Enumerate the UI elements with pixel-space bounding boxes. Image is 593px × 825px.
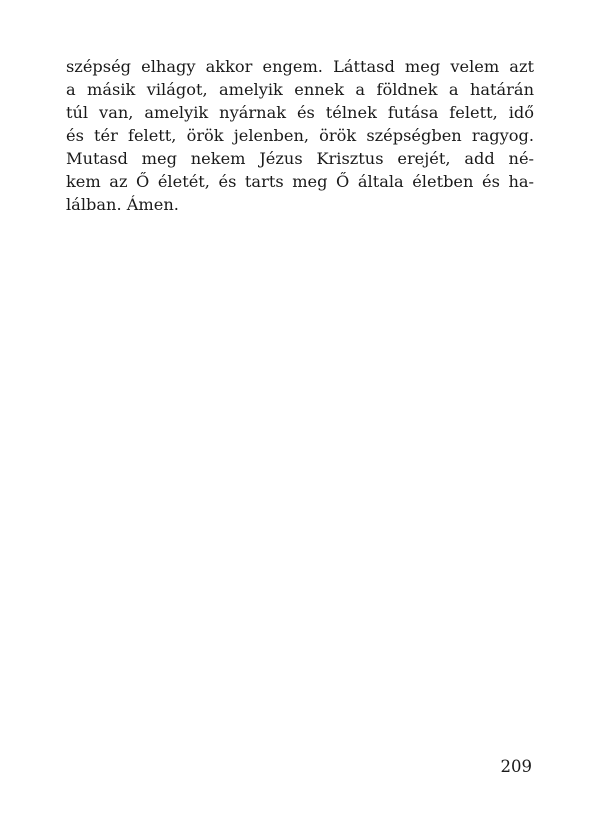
text-line: a másik világot, amelyik ennek a földnek a határán — [66, 80, 534, 99]
text-line: Mutasd meg nekem Jézus Krisztus erejét, add né- — [66, 149, 534, 168]
prayer-paragraph — [66, 55, 534, 216]
text-line: túl van, amelyik nyárnak és télnek futása felett, idő — [66, 103, 534, 122]
text-line: és tér felett, örök jelenben, örök szépségben ragyog. — [66, 126, 534, 145]
page-number: 209 — [500, 757, 532, 776]
text-line: lálban. Ámen. — [66, 195, 179, 214]
text-line: kem az Ő életét, és tarts meg Ő általa életben és ha- — [66, 172, 534, 191]
text-line: szépség elhagy akkor engem. Láttasd meg velem azt — [66, 57, 534, 76]
